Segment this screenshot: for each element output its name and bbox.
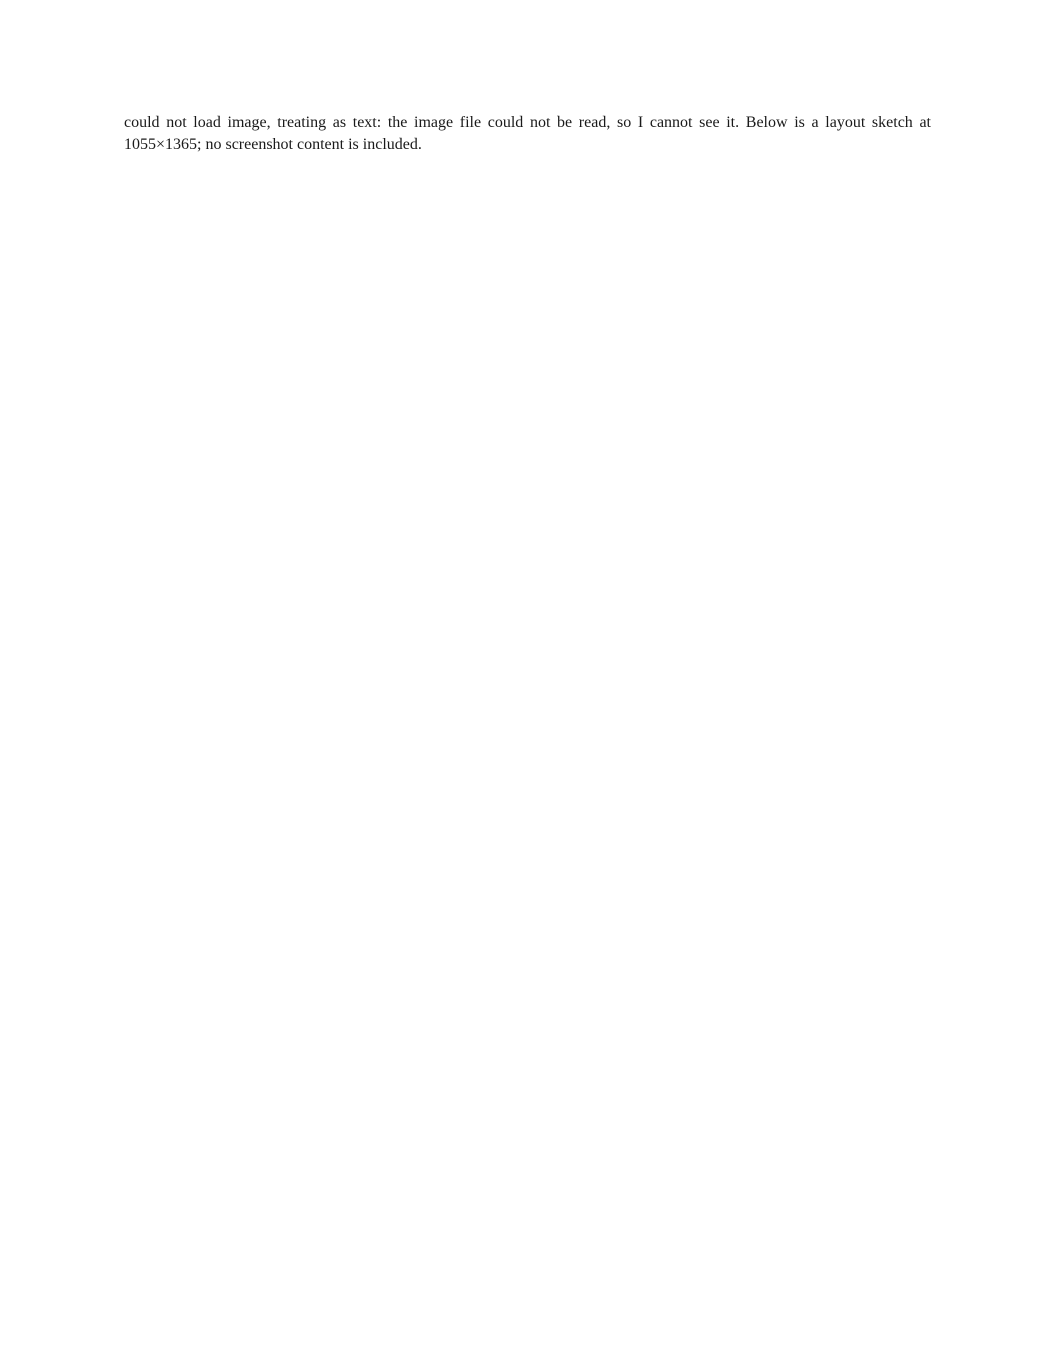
page-body (124, 96, 931, 172)
notice-text: could not load image, treating as text: the image file could not be read, so I cannot see it. Below is a layout sketch at 1055×1365; no screenshot content is included. (124, 114, 931, 153)
